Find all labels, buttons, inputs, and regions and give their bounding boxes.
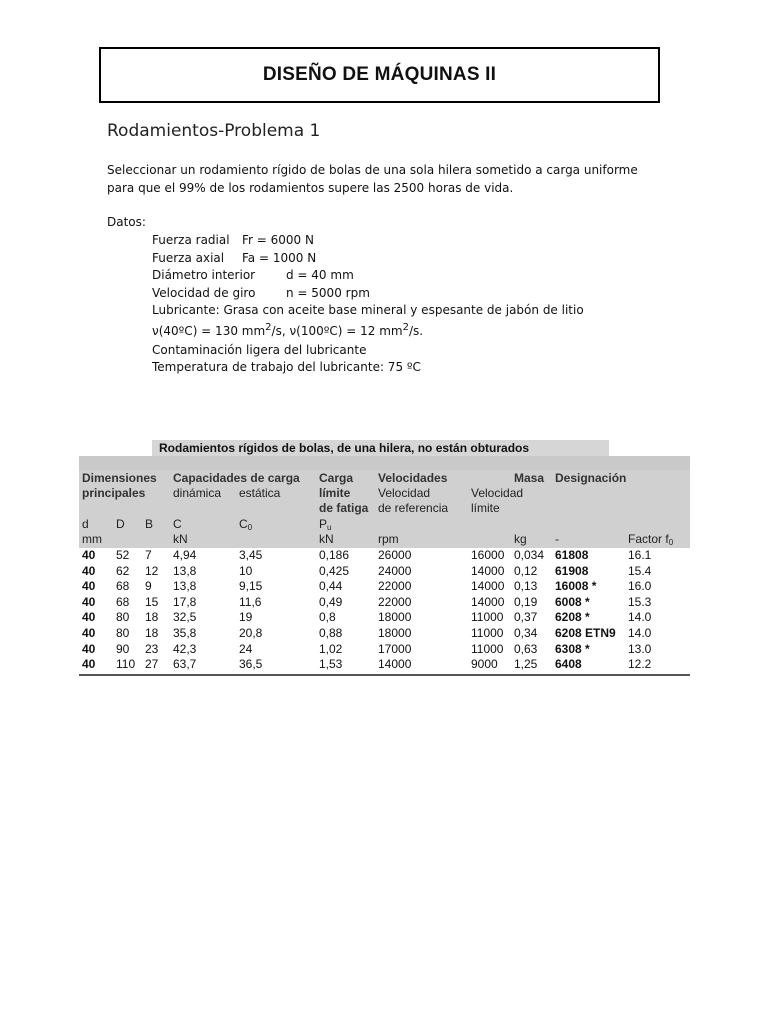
cell-vlim: 9000	[471, 657, 498, 672]
cell-d: 40	[82, 579, 96, 594]
cell-c0: 3,45	[239, 548, 263, 562]
dato-contaminacion	[152, 342, 584, 360]
header-C0	[239, 517, 252, 532]
viscosidad-text: /s.	[408, 323, 424, 338]
header-limite: límite	[319, 486, 351, 500]
table-row	[79, 657, 690, 673]
header-velocidad-referencia: Velocidad	[378, 486, 431, 500]
cell-c0: 24	[239, 641, 253, 656]
dato-fuerza-axial	[152, 250, 584, 268]
dato-viscosidad	[152, 320, 584, 342]
cell-c: 13,8	[173, 563, 197, 578]
problem-subtitle: Rodamientos-Problema 1	[107, 121, 321, 141]
table-row	[79, 642, 690, 658]
cell-pu: 0,8	[319, 610, 336, 625]
table-row	[79, 564, 690, 580]
cell-vlim: 11000	[471, 610, 504, 625]
unit-kg: kg	[514, 532, 527, 546]
cell-b: 15	[145, 594, 159, 609]
cell-d: 90	[116, 641, 130, 656]
viscosidad-text: /s, ν(100ºC) = 12 mm	[271, 323, 403, 338]
document-title: DISEÑO DE MÁQUINAS II	[262, 64, 497, 85]
cell-masa: 0,034	[514, 548, 545, 562]
cell-masa: 0,12	[514, 563, 538, 578]
dato-value: Fr = 6000 N	[242, 233, 314, 247]
symbol-base: P	[319, 517, 328, 531]
cell-vlim: 14000	[471, 579, 505, 594]
cell-c0: 11,6	[239, 594, 262, 609]
header-d: d	[82, 517, 89, 531]
header-limite-vel: límite	[471, 501, 500, 515]
header-estatica: estática	[239, 486, 281, 500]
header-dimensiones: Dimensiones	[82, 471, 157, 485]
cell-f0: 13.0	[628, 641, 652, 656]
cell-c0: 10	[239, 563, 253, 578]
cell-c0: 9,15	[239, 579, 263, 594]
header-de-fatiga: de fatiga	[319, 501, 369, 515]
cell-c: 17,8	[173, 594, 197, 609]
unit-dash: -	[555, 532, 559, 546]
viscosidad-text: ν(40ºC) = 130 mm	[152, 323, 266, 338]
cell-d: 68	[116, 579, 130, 594]
dato-label: Fuerza axial	[152, 250, 225, 265]
cell-masa: 0,34	[514, 625, 538, 640]
header-D: D	[116, 517, 125, 531]
dato-text: Contaminación ligera del lubricante	[152, 342, 367, 357]
dato-value: Fa = 1000 N	[242, 250, 317, 265]
dato-lubricante	[152, 302, 584, 320]
cell-vref: 26000	[378, 548, 412, 562]
header-velocidad-limite: Velocidad	[471, 486, 524, 500]
cell-d: 80	[116, 625, 130, 640]
cell-c: 63,7	[173, 657, 197, 672]
cell-d: 80	[116, 610, 130, 625]
cell-vref: 18000	[378, 625, 412, 640]
cell-pu: 0,425	[319, 563, 350, 578]
cell-masa: 0,13	[514, 579, 538, 594]
table-row	[79, 579, 690, 595]
cell-pu: 0,88	[319, 625, 343, 640]
header-capacidades: Capacidades de carga	[173, 471, 300, 485]
cell-vref: 24000	[378, 563, 412, 578]
table-header-band	[79, 456, 690, 470]
cell-pu: 1,53	[319, 657, 343, 672]
cell-c0: 36,5	[239, 657, 263, 672]
symbol-subscript: 0	[247, 523, 253, 532]
table-bottom-rule	[79, 674, 690, 676]
table-row	[79, 595, 690, 611]
cell-vref: 17000	[378, 641, 412, 656]
exponent: 2	[265, 321, 272, 333]
cell-d: 110	[116, 657, 136, 672]
unit-kN-capacidad: kN	[173, 532, 188, 546]
symbol-subscript: u	[327, 523, 332, 532]
cell-pu: 1,02	[319, 641, 343, 656]
cell-des: 6008 *	[555, 594, 590, 609]
dato-value: d = 40 mm	[286, 268, 354, 282]
header-Pu	[319, 517, 331, 532]
cell-b: 18	[145, 610, 159, 625]
cell-d: 52	[116, 548, 130, 562]
header-principales: principales	[82, 486, 146, 500]
symbol-subscript: 0	[668, 538, 674, 547]
table-body	[79, 548, 690, 673]
cell-des: 6308 *	[555, 641, 590, 656]
header-factor-f0	[628, 532, 673, 547]
cell-pu: 0,44	[319, 579, 343, 594]
table-row	[79, 610, 690, 626]
cell-d: 62	[116, 563, 130, 578]
dato-label: Velocidad de giro	[152, 285, 256, 300]
cell-des: 6408	[555, 657, 582, 672]
cell-d: 40	[82, 657, 96, 672]
unit-kN-carga: kN	[319, 532, 334, 546]
cell-d: 40	[82, 563, 96, 578]
cell-des: 61808	[555, 548, 589, 562]
cell-d: 40	[82, 610, 96, 625]
dato-temperatura	[152, 359, 584, 377]
cell-masa: 0,63	[514, 641, 538, 656]
cell-b: 7	[145, 548, 152, 562]
cell-masa: 0,37	[514, 610, 538, 625]
cell-c: 35,8	[173, 625, 197, 640]
exponent: 2	[402, 321, 409, 333]
cell-vref: 14000	[378, 657, 412, 672]
cell-c: 13,8	[173, 579, 197, 594]
table-header	[79, 470, 690, 548]
table-title: Rodamientos rígidos de bolas, de una hilera, no están obturados	[152, 440, 609, 457]
header-de-referencia: de referencia	[378, 501, 449, 515]
header-designacion: Designación	[555, 471, 627, 485]
cell-c: 42,3	[173, 641, 197, 656]
unit-rpm: rpm	[378, 532, 399, 546]
cell-c0: 19	[239, 610, 253, 625]
dato-fuerza-radial	[152, 232, 584, 250]
cell-f0: 15.3	[628, 594, 652, 609]
cell-c0: 20,8	[239, 625, 263, 640]
table-row	[79, 626, 690, 642]
table-row	[79, 548, 690, 564]
problem-statement: Seleccionar un rodamiento rígido de bolas de una sola hilera sometido a carga uniforme para que el 99% de los rodamientos supere las 2500 horas de vida.	[107, 163, 638, 195]
cell-vref: 22000	[378, 579, 412, 594]
header-dinamica: dinámica	[173, 486, 222, 500]
cell-vref: 22000	[378, 594, 412, 609]
cell-b: 9	[145, 579, 152, 594]
cell-d: 40	[82, 641, 96, 656]
cell-des: 61908	[555, 563, 589, 578]
dato-diametro	[152, 267, 584, 285]
cell-f0: 15.4	[628, 563, 652, 578]
cell-vlim: 16000	[471, 548, 505, 562]
dato-value: n = 5000 rpm	[286, 285, 370, 300]
cell-vlim: 14000	[471, 594, 505, 609]
cell-f0: 14.0	[628, 625, 652, 640]
cell-des: 6208 *	[555, 610, 590, 625]
cell-b: 18	[145, 625, 159, 640]
cell-des: 16008 *	[555, 579, 597, 594]
cell-vlim: 14000	[471, 563, 505, 578]
cell-b: 27	[145, 657, 159, 672]
cell-f0: 16.1	[628, 548, 652, 562]
cell-c: 32,5	[173, 610, 197, 625]
document-title-box	[99, 47, 660, 103]
dato-label: Fuerza radial	[152, 233, 230, 247]
cell-f0: 16.0	[628, 579, 652, 594]
header-velocidades: Velocidades	[378, 471, 448, 485]
header-B: B	[145, 517, 154, 531]
symbol-base: C	[239, 517, 248, 531]
cell-c: 4,94	[173, 548, 197, 562]
cell-d: 68	[116, 594, 130, 609]
cell-des: 6208 ETN9	[555, 625, 616, 640]
cell-masa: 1,25	[514, 657, 538, 672]
dato-text: Temperatura de trabajo del lubricante: 75 ºC	[152, 360, 421, 374]
cell-vlim: 11000	[471, 625, 504, 640]
datos-list	[152, 232, 584, 377]
cell-b: 12	[145, 563, 159, 578]
cell-pu: 0,49	[319, 594, 343, 609]
header-C: C	[173, 517, 182, 531]
cell-d: 40	[82, 625, 96, 640]
dato-text: Lubricante: Grasa con aceite base mineral y espesante de jabón de litio	[152, 303, 584, 317]
dato-velocidad	[152, 285, 584, 303]
cell-masa: 0,19	[514, 594, 538, 609]
unit-mm: mm	[82, 532, 102, 546]
cell-f0: 12.2	[628, 657, 652, 672]
dato-label: Diámetro interior	[152, 268, 256, 282]
datos-label: Datos:	[107, 215, 146, 229]
cell-b: 23	[145, 641, 159, 656]
header-carga: Carga	[319, 471, 354, 485]
cell-vref: 18000	[378, 610, 412, 625]
cell-d: 40	[82, 548, 96, 562]
cell-pu: 0,186	[319, 548, 350, 562]
symbol-base: Factor f	[628, 532, 669, 546]
cell-d: 40	[82, 594, 96, 609]
cell-f0: 14.0	[628, 610, 652, 625]
cell-vlim: 11000	[471, 641, 504, 656]
header-masa: Masa	[514, 471, 545, 485]
